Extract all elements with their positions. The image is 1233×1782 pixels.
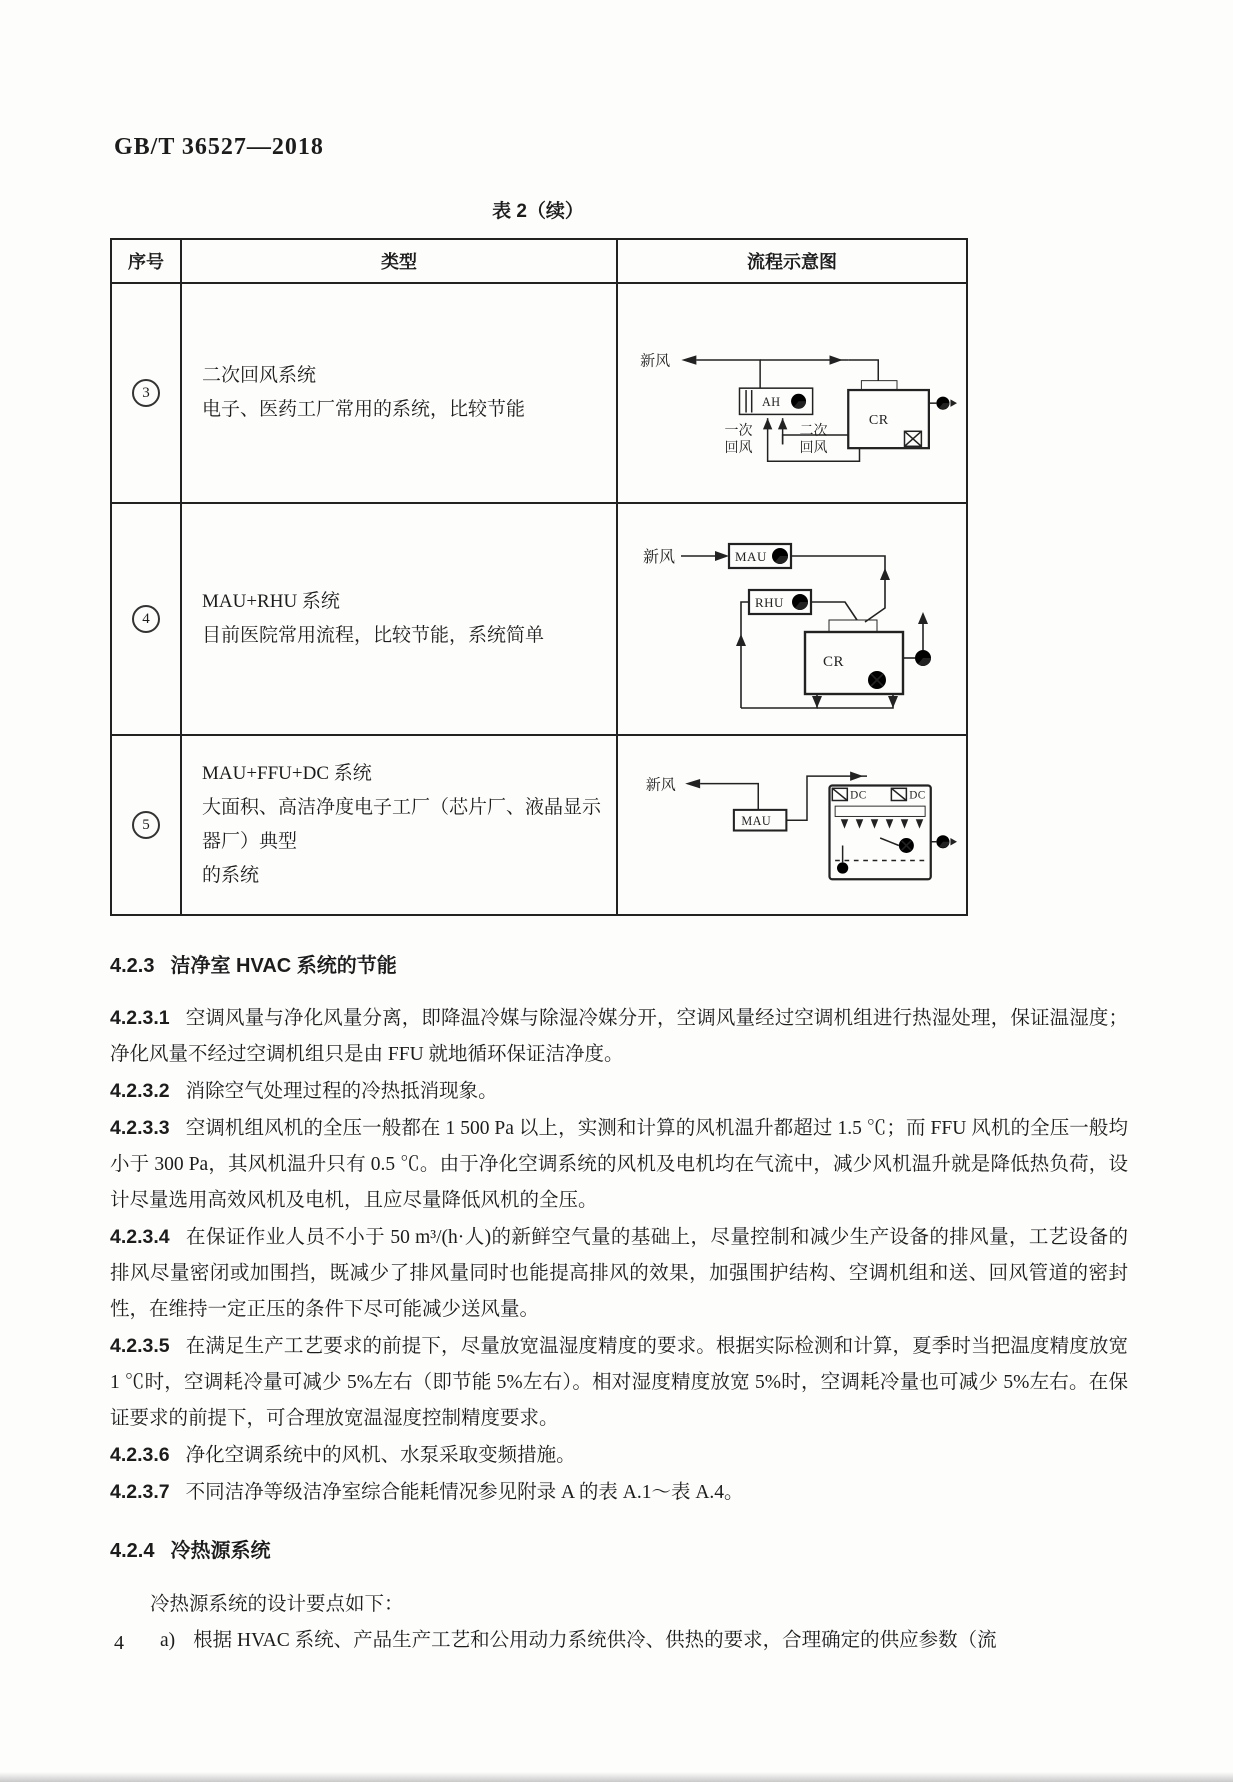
- arrow-up-icon: [763, 418, 772, 429]
- clause-paragraph: [110, 1073, 1128, 1110]
- rhu-unit: [749, 590, 811, 614]
- table-title: 表 2（续）: [492, 201, 584, 222]
- clause-number: 4.2.3.4: [110, 1226, 170, 1248]
- table-row: [111, 283, 967, 503]
- type-line: MAU+RHU 系统: [202, 591, 340, 612]
- cleanroom-plenum-box: [830, 785, 931, 879]
- ffu-filter-strip: [835, 806, 925, 816]
- type-line: 的系统: [202, 865, 260, 886]
- secondary-return-diagram: [627, 298, 957, 483]
- clause-text: 空调风量与净化风量分离，即降温冷媒与除湿冷媒分开，空调风量经过空调机组进行热湿处理，保证温湿度；净化风量不经过空调机组只是由 FFU 就地循环保证洁净度。: [110, 1008, 1128, 1065]
- clause-text: 消除空气处理过程的冷热抵消现象。: [185, 1081, 498, 1102]
- cleanroom-box: [848, 390, 929, 448]
- section-title: 冷热源系统: [170, 1540, 271, 1562]
- table-header-row: [111, 239, 967, 283]
- arrow-left-icon: [681, 355, 696, 364]
- fresh-air-label: 新风: [640, 353, 671, 370]
- page-number: 4: [114, 1632, 124, 1654]
- fan-icon: [936, 397, 949, 410]
- arrow-right-icon: [950, 399, 957, 407]
- type-line: 大面积、高洁净度电子工厂（芯片厂、液晶显示器厂）典型: [202, 797, 602, 852]
- supply-air-arrows: [841, 819, 924, 828]
- clause-paragraph: [110, 1110, 1128, 1219]
- mau-unit: [729, 544, 791, 568]
- ahu-unit: [740, 388, 813, 414]
- doc-number: GB/T 36527—2018: [114, 134, 324, 160]
- fan-icon: [868, 671, 886, 689]
- dc-unit: [891, 788, 906, 800]
- arrow-right-icon: [950, 838, 957, 846]
- arrow-down-icon: [812, 696, 822, 708]
- list-item-text: 根据 HVAC 系统、产品生产工艺和公用动力系统供冷、供热的要求，合理确定的供应参数（流: [193, 1630, 997, 1651]
- fan-icon: [936, 835, 949, 848]
- row-type-cell: [181, 735, 617, 915]
- clause-number: 4.2.3.6: [110, 1444, 170, 1466]
- row-number-cell: [111, 283, 181, 503]
- arrow-up-icon: [880, 568, 890, 580]
- table-row: [111, 735, 967, 915]
- col-header-no: 序号: [111, 239, 181, 283]
- body-text: [110, 948, 1128, 1659]
- fan-icon: [915, 650, 931, 666]
- table-row: [111, 503, 967, 735]
- scan-edge-artifact: [0, 1772, 1233, 1782]
- ahu-label: AH: [762, 394, 781, 409]
- clause-number: 4.2.3.1: [110, 1007, 170, 1029]
- primary-return-label: 回风: [724, 439, 753, 456]
- cr-label: CR: [823, 653, 845, 670]
- fan-icon: [791, 394, 806, 409]
- type-line: 目前医院常用流程，比较节能，系统简单: [202, 625, 545, 646]
- list-item-label: a): [160, 1630, 176, 1651]
- list-item-a: [110, 1623, 1128, 1659]
- secondary-return-label: 二次: [799, 423, 828, 440]
- clause-text: 空调机组风机的全压一般都在 1 500 Pa 以上，实测和计算的风机温升都超过 1.5 ℃；而 FFU 风机的全压一般均小于 300 Pa，其风机温升只有 0.5 ℃。由于净化空调系统的风机及电机均在气流中，减少风机温升就是降低热负荷，设计尽量选用高效风机及电机，且应尽量降低风机的全压。: [110, 1118, 1128, 1211]
- mau-rhu-diagram: [637, 510, 947, 724]
- dc-label: DC: [850, 789, 867, 802]
- row-diagram-cell: [617, 735, 967, 915]
- dc-label: DC: [909, 789, 926, 802]
- type-line: 电子、医药工厂常用的系统，比较节能: [202, 399, 526, 420]
- clause-paragraph: [110, 1219, 1128, 1328]
- clause-text: 不同洁净等级洁净室综合能耗情况参见附录 A 的表 A.1～表 A.4。: [185, 1482, 744, 1503]
- arrow-up-icon: [918, 612, 928, 624]
- filter-icon: [829, 620, 877, 632]
- row-diagram-cell: [617, 283, 967, 503]
- mau-ffu-dc-diagram: [627, 747, 957, 899]
- section-number: 4.2.3: [110, 955, 155, 977]
- arrow-right-icon: [850, 771, 863, 780]
- col-header-type: 类型: [181, 239, 617, 283]
- mau-unit: [734, 809, 787, 830]
- fan-icon: [792, 594, 808, 610]
- clause-number: 4.2.3.7: [110, 1481, 170, 1503]
- circled-number: 5: [132, 811, 160, 839]
- clause-number: 4.2.3.5: [110, 1335, 170, 1357]
- section-heading-424: [110, 1533, 1128, 1569]
- arrow-left-icon: [685, 778, 700, 787]
- section-number: 4.2.4: [110, 1540, 155, 1562]
- primary-return-label: 一次: [724, 423, 753, 440]
- fan-icon: [899, 838, 914, 853]
- arrow-up-icon: [778, 418, 787, 429]
- mau-label: MAU: [735, 548, 767, 564]
- clause-paragraph: [110, 1474, 1128, 1511]
- clause-paragraph: [110, 1437, 1128, 1474]
- type-line: MAU+FFU+DC 系统: [202, 763, 372, 784]
- section-title: 洁净室 HVAC 系统的节能: [170, 955, 397, 977]
- row-number-cell: [111, 735, 181, 915]
- clause-text: 在保证作业人员不小于 50 m³/(h·人)的新鲜空气量的基础上，尽量控制和减少生产设备的排风量，工艺设备的排风尽量密闭或加围挡，既减少了排风量同时也能提高排风的效果，加强围护结构、空调机组和送、回风管道的密封性，在维持一定正压的条件下尽可能减少送风量。: [110, 1227, 1128, 1320]
- type-line: 二次回风系统: [202, 365, 317, 386]
- row-diagram-cell: [617, 503, 967, 735]
- damper-icon: [905, 431, 922, 446]
- col-header-diagram: 流程示意图: [617, 239, 967, 283]
- fresh-air-label: 新风: [645, 776, 676, 793]
- row-type-cell: [181, 283, 617, 503]
- section-intro: 冷热源系统的设计要点如下：: [150, 1594, 404, 1615]
- dc-unit: [832, 788, 847, 800]
- clause-text: 净化空调系统中的风机、水泵采取变频措施。: [185, 1445, 576, 1466]
- clause-paragraph: [110, 1328, 1128, 1437]
- fan-icon: [772, 548, 788, 564]
- secondary-return-label: 回风: [799, 439, 828, 456]
- clause-number: 4.2.3.3: [110, 1117, 170, 1139]
- circled-number: 3: [132, 379, 160, 407]
- filter-icon: [861, 381, 897, 390]
- cleanroom-box: [805, 632, 903, 694]
- sensor-icon: [837, 845, 848, 873]
- flow-type-table: [110, 238, 968, 916]
- arrow-right-icon: [715, 551, 729, 561]
- row-number-cell: [111, 503, 181, 735]
- arrow-up-icon: [736, 634, 746, 646]
- mau-label: MAU: [741, 813, 772, 828]
- arrow-down-icon: [888, 696, 898, 708]
- section-heading-423: [110, 948, 1128, 984]
- fresh-air-label: 新风: [643, 548, 676, 566]
- clause-paragraph: [110, 1000, 1128, 1073]
- cr-label: CR: [868, 411, 889, 428]
- row-type-cell: [181, 503, 617, 735]
- circled-number: 4: [132, 605, 160, 633]
- clause-text: 在满足生产工艺要求的前提下，尽量放宽温湿度精度的要求。根据实际检测和计算，夏季时当把温度精度放宽 1 ℃时，空调耗冷量可减少 5%左右（即节能 5%左右）。相对湿度精度放宽 5%时，空调耗冷量也可减少 5%左右。在保证要求的前提下，可合理放宽温湿度控制精度要求。: [110, 1336, 1128, 1429]
- arrow-right-icon: [830, 355, 843, 364]
- rhu-label: RHU: [755, 594, 784, 610]
- clause-number: 4.2.3.2: [110, 1080, 170, 1102]
